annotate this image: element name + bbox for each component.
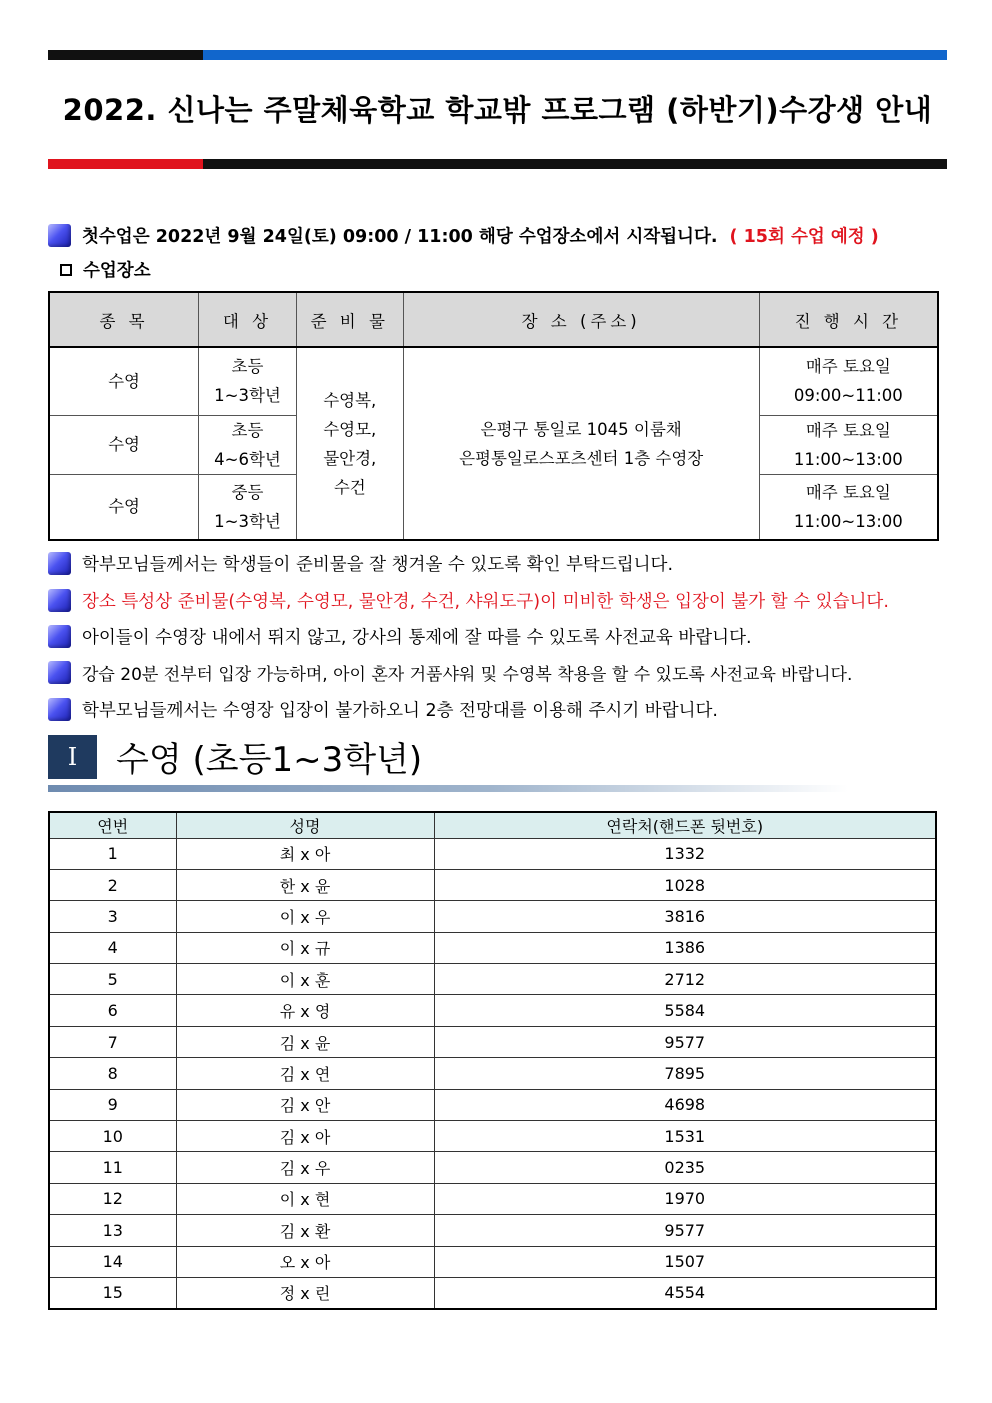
checkbox-square-icon <box>60 264 72 276</box>
roster-number: 1 <box>49 838 176 869</box>
table-row <box>49 1277 936 1308</box>
roster-contact: 1970 <box>434 1183 936 1214</box>
schedule-hours: 11:00~13:00 <box>793 449 903 469</box>
table-row <box>49 1183 936 1214</box>
schedule-time <box>759 474 938 540</box>
schedule-target-grade: 1~3학년 <box>214 386 281 406</box>
supply-item: 수건 <box>333 477 366 497</box>
schedule-sport: 수영 <box>49 415 199 474</box>
notice-item <box>48 697 718 722</box>
roster-header-row <box>49 812 936 838</box>
roster-contact: 2712 <box>434 964 936 995</box>
roster-number: 4 <box>49 932 176 963</box>
document-title: 2022. 신나는 주말체육학교 학교밖 프로그램 (하반기)수강생 안내 <box>62 93 933 127</box>
roster-number: 13 <box>49 1215 176 1246</box>
notice-item <box>48 551 673 576</box>
blue-cube-bullet-icon <box>48 589 71 612</box>
roster-header-number: 연번 <box>49 812 176 838</box>
roster-number: 3 <box>49 901 176 932</box>
schedule-target-level: 초등 <box>231 420 264 440</box>
notice-item-warning <box>48 588 889 613</box>
schedule-sport: 수영 <box>49 347 199 415</box>
roster-contact: 9577 <box>434 1026 936 1057</box>
roster-contact: 4698 <box>434 1089 936 1120</box>
roster-contact: 0235 <box>434 1152 936 1183</box>
schedule-header-row <box>49 292 938 347</box>
roster-name: 김 x 우 <box>176 1152 434 1183</box>
schedule-day: 매주 토요일 <box>805 357 891 377</box>
schedule-header-time: 진 행 시 간 <box>759 292 938 347</box>
roster-number: 12 <box>49 1183 176 1214</box>
roster-number: 7 <box>49 1026 176 1057</box>
roster-name: 유 x 영 <box>176 995 434 1026</box>
roster-contact: 5584 <box>434 995 936 1026</box>
schedule-header-location: 장 소 (주소) <box>403 292 759 347</box>
blue-cube-bullet-icon <box>48 552 71 575</box>
roster-number: 11 <box>49 1152 176 1183</box>
header-bar-blue <box>203 50 947 60</box>
schedule-header-supplies: 준 비 물 <box>296 292 403 347</box>
schedule-target-grade: 4~6학년 <box>214 449 281 469</box>
location-facility: 은평통일로스포츠센터 1층 수영장 <box>459 448 704 468</box>
roster-name: 김 x 연 <box>176 1058 434 1089</box>
notice-text: 학부모님들께서는 학생들이 준비물을 잘 챙겨올 수 있도록 확인 부탁드립니다. <box>82 555 674 575</box>
notice-item <box>48 624 752 649</box>
notice-text: 강습 20분 전부터 입장 가능하며, 아이 혼자 거품샤워 및 수영복 착용을 할 수 있도록 사전교육 바랍니다. <box>82 665 853 685</box>
schedule-supplies <box>296 347 403 540</box>
schedule-target-level: 초등 <box>231 357 264 377</box>
roster-contact: 9577 <box>434 1215 936 1246</box>
roster-name: 이 x 현 <box>176 1183 434 1214</box>
roster-number: 9 <box>49 1089 176 1120</box>
schedule-hours: 09:00~11:00 <box>793 386 903 406</box>
first-class-notice <box>48 223 879 248</box>
roster-contact: 1386 <box>434 932 936 963</box>
table-row <box>49 838 936 869</box>
schedule-target <box>199 347 297 415</box>
table-row <box>49 869 936 900</box>
roster-contact: 3816 <box>434 901 936 932</box>
roster-contact: 1028 <box>434 869 936 900</box>
header-underline-black <box>203 159 947 169</box>
supply-item: 수영복, <box>323 390 377 410</box>
roster-name: 최 x 아 <box>176 838 434 869</box>
first-class-text: 첫수업은 2022년 9월 24일(토) 09:00 / 11:00 해당 수업장소에서 시작됩니다. <box>82 227 718 247</box>
header-bar-black <box>48 50 203 60</box>
supply-item: 물안경, <box>323 448 377 468</box>
schedule-target-level: 중등 <box>231 482 264 502</box>
roster-name: 김 x 아 <box>176 1121 434 1152</box>
roster-number: 2 <box>49 869 176 900</box>
section-underline <box>48 785 848 792</box>
table-row <box>49 1089 936 1120</box>
table-row <box>49 1121 936 1152</box>
location-address: 은평구 통일로 1045 이룸채 <box>480 419 682 439</box>
schedule-day: 매주 토요일 <box>805 482 891 502</box>
place-heading-text: 수업장소 <box>83 261 151 281</box>
roster-contact: 1332 <box>434 838 936 869</box>
schedule-day: 매주 토요일 <box>805 420 891 440</box>
table-row <box>49 1246 936 1277</box>
notice-text: 학부모님들께서는 수영장 입장이 불가하오니 2층 전망대를 이용해 주시기 바랍니다. <box>82 701 718 721</box>
header-underline-red <box>48 159 203 169</box>
schedule-row <box>49 347 938 415</box>
roster-header-contact: 연락처(핸드폰 뒷번호) <box>434 812 936 838</box>
roster-name: 이 x 훈 <box>176 964 434 995</box>
place-heading <box>60 257 151 282</box>
notice-text: 아이들이 수영장 내에서 뛰지 않고, 강사의 통제에 잘 따를 수 있도록 사전교육 바랍니다. <box>82 628 752 648</box>
blue-cube-bullet-icon <box>48 224 71 247</box>
notice-item <box>48 660 852 685</box>
table-row <box>49 1058 936 1089</box>
schedule-time <box>759 347 938 415</box>
notice-text: 장소 특성상 준비물(수영복, 수영모, 물안경, 수건, 샤워도구)이 미비한 학생은 입장이 불가 할 수 있습니다. <box>82 592 889 612</box>
roster-name: 정 x 린 <box>176 1277 434 1308</box>
schedule-header-sport: 종 목 <box>49 292 199 347</box>
roster-number: 15 <box>49 1277 176 1308</box>
roster-table <box>48 811 937 1310</box>
roster-name: 김 x 윤 <box>176 1026 434 1057</box>
blue-cube-bullet-icon <box>48 698 71 721</box>
schedule-header-target: 대 상 <box>199 292 297 347</box>
schedule-time <box>759 415 938 474</box>
blue-cube-bullet-icon <box>48 625 71 648</box>
section-number-badge: I <box>48 735 97 779</box>
table-row <box>49 1215 936 1246</box>
roster-name: 오 x 아 <box>176 1246 434 1277</box>
roster-number: 14 <box>49 1246 176 1277</box>
section-title: 수영 (초등1~3학년) <box>116 740 423 780</box>
schedule-target <box>199 474 297 540</box>
roster-header-name: 성명 <box>176 812 434 838</box>
blue-cube-bullet-icon <box>48 661 71 684</box>
schedule-target-grade: 1~3학년 <box>214 511 281 531</box>
roster-number: 6 <box>49 995 176 1026</box>
roster-name: 김 x 환 <box>176 1215 434 1246</box>
first-class-highlight: ( 15회 수업 예정 ) <box>729 227 879 247</box>
roster-contact: 1507 <box>434 1246 936 1277</box>
roster-name: 김 x 안 <box>176 1089 434 1120</box>
roster-contact: 1531 <box>434 1121 936 1152</box>
roster-number: 10 <box>49 1121 176 1152</box>
roster-name: 이 x 우 <box>176 901 434 932</box>
roster-number: 5 <box>49 964 176 995</box>
schedule-location <box>403 347 759 540</box>
schedule-target <box>199 415 297 474</box>
roster-name: 한 x 윤 <box>176 869 434 900</box>
schedule-hours: 11:00~13:00 <box>793 511 903 531</box>
roster-number: 8 <box>49 1058 176 1089</box>
roster-contact: 7895 <box>434 1058 936 1089</box>
roster-body <box>49 838 936 1309</box>
table-row <box>49 1152 936 1183</box>
table-row <box>49 932 936 963</box>
table-row <box>49 901 936 932</box>
table-row <box>49 1026 936 1057</box>
supply-item: 수영모, <box>323 419 377 439</box>
roster-contact: 4554 <box>434 1277 936 1308</box>
table-row <box>49 995 936 1026</box>
roster-name: 이 x 규 <box>176 932 434 963</box>
schedule-table <box>48 291 939 541</box>
schedule-sport: 수영 <box>49 474 199 540</box>
table-row <box>49 964 936 995</box>
